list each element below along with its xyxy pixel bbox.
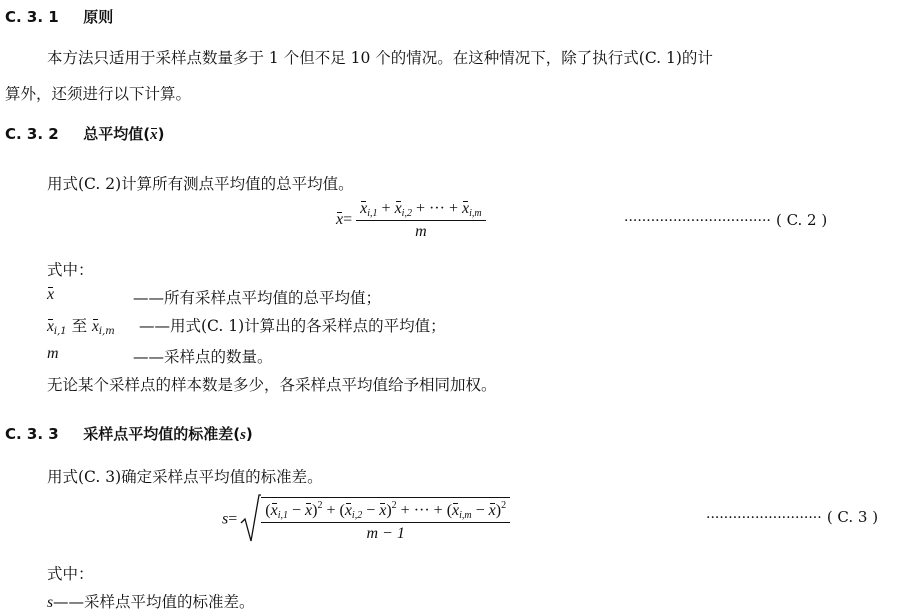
def-symbol [47,286,54,304]
operator: + ··· + [411,200,462,217]
equation-number: ( C. 3 ) [826,508,879,526]
subscript: i,m [98,326,115,337]
def-symbol [47,314,115,337]
note-line: 无论某个采样点的样本数是多少，各采样点平均值给予相同加权。 [47,376,497,394]
def-symbol: s [47,594,54,611]
formula-intro: 用式(C. 2)计算所有测点平均值的总平均值。 [47,175,354,193]
connector: 至 [66,317,92,335]
subscript: i,1 [277,510,288,521]
def-symbol: m [47,345,59,362]
equals-sign: = [343,211,353,229]
paragraph-line: 本方法只适用于采样点数量多于 1 个但不足 10 个的情况。在这种情况下，除了执行式(C. 1)的计 [47,49,713,67]
formula-intro: 用式(C. 3)确定采样点平均值的标准差。 [47,468,323,486]
formula-c2 [336,200,486,241]
equation-leader [706,507,878,526]
fraction [356,200,485,241]
superscript: 2 [501,500,507,511]
operator: + [322,502,340,519]
formula-lhs: x [336,211,344,229]
subscript: i,2 [351,510,363,521]
section-title-suffix: ) [157,125,165,143]
symbol: x [47,286,55,303]
subscript: i,2 [401,208,412,219]
symbol: x [47,318,54,335]
subscript: i,1 [367,208,378,219]
denominator: m − 1 [366,525,405,542]
denominator: m [415,223,427,240]
superscript: 2 [391,500,397,511]
square-root [241,497,510,543]
def-text: ——采样点平均值的标准差。 [53,593,255,611]
def-text: ——所有采样点平均值的总平均值； [133,289,382,307]
formula-lhs: s [222,510,229,528]
subscript: i,m [459,510,472,521]
section-title-suffix: ) [245,425,253,443]
leader-dots: ································· [624,213,771,229]
numerator [356,200,485,221]
subscript: i,1 [53,326,67,337]
section-title: 总平均值( [83,125,151,143]
where-label: 式中： [47,565,94,583]
numerator: $(x_{i,1} - x)^2 + (x_{i,2} - x)^2$ + ··· + $(x_{i,m} - x)^2$ [261,500,510,523]
section-number: C. 3. 1 [5,8,59,26]
where-label: 式中： [47,261,94,279]
operator: − [287,502,306,519]
symbol: x [92,318,99,335]
paragraph-line: 算外，还须进行以下计算。 [5,85,192,103]
section-title: 原则 [83,8,114,26]
term: x [461,200,470,217]
formula-c3 [222,497,510,543]
operator: − [362,502,380,519]
section-title: 采样点平均值的标准差( [83,425,241,443]
equation-number: ( C. 2 ) [775,211,828,229]
term: x [394,200,402,217]
subscript: i,m [469,208,482,219]
fraction [261,497,510,543]
radical-sign-icon [239,493,261,545]
overall-mean-symbol: x [150,127,158,143]
section-heading-c31 [5,6,113,27]
equals-sign: = [228,510,238,528]
def-text: ——采样点的数量。 [133,348,273,366]
leader-dots: ·························· [706,510,822,526]
equation-leader [624,210,827,229]
term: x [360,200,368,217]
sd-symbol: s [240,427,246,443]
section-number: C. 3. 3 [5,425,59,443]
section-heading-c33 [5,423,253,444]
operator: + ··· + [396,502,447,519]
section-heading-c32 [5,123,164,144]
section-number: C. 3. 2 [5,125,59,143]
definition-line [47,590,255,612]
def-text: ——用式(C. 1)计算出的各采样点的平均值； [139,317,446,335]
operator: − [471,502,489,519]
superscript: 2 [317,500,323,511]
operator: + [377,200,395,217]
